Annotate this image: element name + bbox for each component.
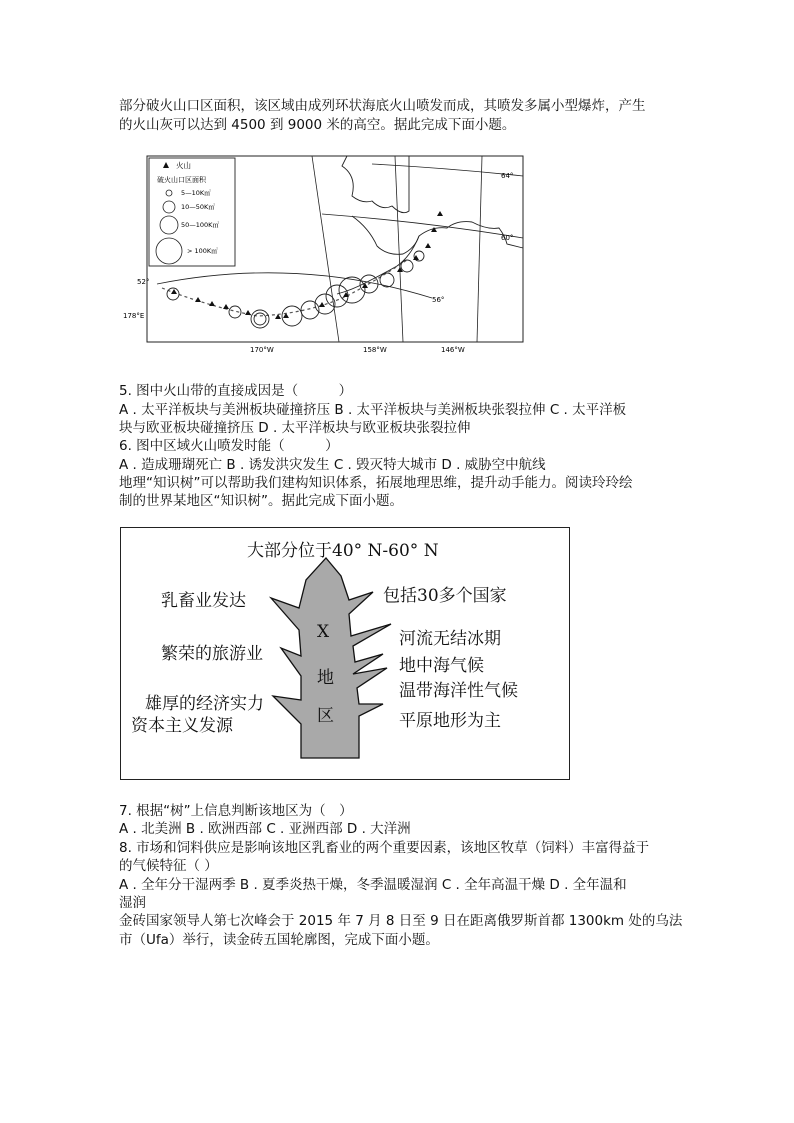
tree-right-1: 包括30多个国家 [383,586,507,606]
q6-stem: 6. 图中区域火山喷发时能（ ） [119,438,339,454]
q5-options-2: 块与欧亚板块碰撞挤压 D . 太平洋板块与欧亚板块张裂拉伸 [119,420,471,436]
lat-label-56: 56° [432,296,445,304]
knowledge-tree-figure [120,527,570,780]
legend-subtitle: 破火山口区面积 [157,176,206,184]
lon-label-170w: 170°W [250,346,274,354]
parallel-60 [322,214,523,238]
caldera-circle [339,277,365,303]
meridian-2 [395,156,403,342]
lon-label-178e: 178°E [123,312,145,320]
legend-item-3: 50—100K㎡ [181,221,219,229]
coastline-south [352,216,523,254]
passage2-line-1: 地理“知识树”可以帮助我们建构知识体系，拓展地理思维，提升动手能力。阅读玲玲绘 [119,475,633,491]
trunk-char-di: 地 [317,668,334,688]
q7-stem: 7. 根据“树”上信息判断该地区为（ ） [119,803,353,819]
passage3-line-2: 市（Ufa）举行，读金砖五国轮廓图，完成下面小题。 [119,932,439,948]
lon-label-146w: 146°W [441,346,465,354]
tree-right-5: 平原地形为主 [399,711,501,731]
caldera-circle [380,273,394,287]
intro-line-2: 的火山灰可以达到 4500 到 9000 米的高空。据此完成下面小题。 [119,117,516,133]
q8-stem-1: 8. 市场和饲料供应是影响该地区乳畜业的两个重要因素，该地区牧草（饲料）丰富得益于 [119,840,650,856]
tree-right-3: 地中海气候 [399,656,484,676]
aleutian-arc [162,260,407,316]
tree-shape [271,558,391,758]
tree-right-4: 温带海洋性气候 [399,681,518,701]
map-svg [123,156,523,356]
tree-right-2: 河流无结冰期 [399,629,501,649]
caldera-circle [401,260,413,272]
passage2-line-2: 制的世界某地区“知识树”。据此完成下面小题。 [119,493,403,509]
meridian-3 [477,156,482,342]
lat-label-52: 52° [137,278,150,286]
caldera-circle [254,313,266,325]
intro-line-1: 部分破火山口区面积，该区域由成列环状海底火山喷发而成，其喷发多属小型爆炸，产生 [119,98,646,114]
tree-left-1: 乳畜业发达 [161,591,246,611]
q5-stem: 5. 图中火山带的直接成因是（ ） [119,383,353,399]
lat-label-60: 60° [501,234,514,242]
caldera-circle [229,306,241,318]
tree-left-4: 资本主义发源 [131,716,233,736]
tree-left-2: 繁荣的旅游业 [161,644,263,664]
q8-options-1: A . 全年分干湿两季 B . 夏季炎热干燥，冬季温暖湿润 C . 全年高温干燥 D . 全年温和 [119,877,627,893]
q7-options: A . 北美洲 B . 欧洲西部 C . 亚洲西部 D . 大洋洲 [119,821,411,837]
lat-label-64: 64° [501,172,514,180]
tree-top-label: 大部分位于40° N-60° N [247,541,439,561]
trunk-letter-x: X [317,622,330,642]
trunk-char-qu: 区 [317,706,334,726]
tree-left-3: 雄厚的经济实力 [145,694,264,714]
q8-stem-2: 的气候特征（ ） [119,858,218,874]
volcano-map [123,156,523,356]
legend-item-4: > 100K㎡ [187,247,218,255]
passage3-line-1: 金砖国家领导人第七次峰会于 2015 年 7 月 8 日至 9 日在距离俄罗斯首都 1300km 处的乌法 [119,913,683,929]
lon-label-158w: 158°W [363,346,387,354]
legend-item-1: 5—10K㎡ [181,189,211,197]
q6-options: A . 造成珊瑚死亡 B . 诱发洪灾发生 C . 毁灭特大城市 D . 威胁空中航线 [119,457,546,473]
legend-title: 火山 [176,161,191,170]
q8-options-2: 湿润 [119,895,146,911]
q5-options-1: A . 太平洋板块与美洲板块碰撞挤压 B . 太平洋板块与美洲板块张裂拉伸 C . 太平洋板 [119,402,627,418]
legend-item-2: 10—50K㎡ [181,203,215,211]
